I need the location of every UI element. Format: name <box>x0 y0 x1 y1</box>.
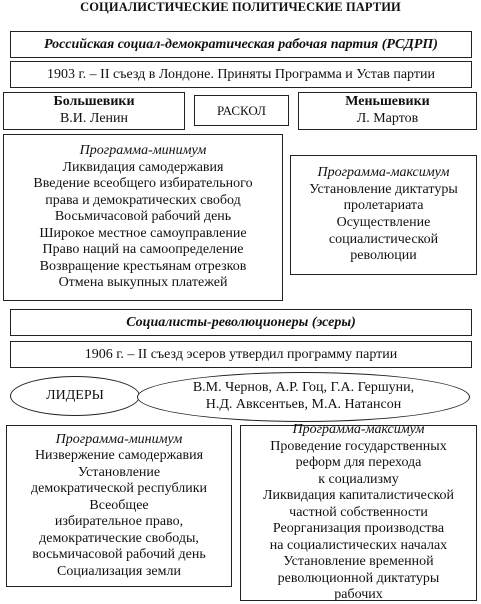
sr-program-max-item: к социализму <box>318 471 399 487</box>
sr-program-max-item: реформ для перехода <box>295 455 422 471</box>
page-title: СОЦИАЛИСТИЧЕСКИЕ ПОЛИТИЧЕСКИЕ ПАРТИИ <box>80 0 401 14</box>
sr-program-max-item: частной собственности <box>289 504 428 520</box>
sr-program-max-item: рабочих <box>334 587 383 603</box>
sr-program-max-item: Реорганизация производства <box>272 521 445 537</box>
sr-program-min-item: Всеобщее <box>89 497 149 513</box>
sr-program-max-item: Проведение государственных <box>270 438 447 454</box>
sr-congress: 1906 г. – II съезд эсеров утвердил программу партии <box>84 346 398 362</box>
sr-program-min-box <box>6 425 232 587</box>
mensheviks-leader: Л. Мартов <box>356 111 419 126</box>
split-label: РАСКОЛ <box>217 102 266 118</box>
sr-program-max-item: на социалистических началах <box>269 537 448 553</box>
rsdrp-program-max-item: Осуществление <box>336 215 431 230</box>
sr-program-min-item: избирательное право, <box>54 514 184 530</box>
rsdrp-program-min-item: Введение всеобщего избирательного <box>33 176 253 192</box>
leaders-names-line: Н.Д. Авксентьев, М.А. Натансон <box>205 397 402 412</box>
rsdrp-program-max-box <box>290 155 477 275</box>
leaders-names-ellipse <box>137 372 470 422</box>
leaders-label-ellipse <box>10 376 140 416</box>
mensheviks-name: Меньшевики <box>345 94 430 110</box>
rsdrp-program-min-box <box>3 134 283 301</box>
split-box <box>194 95 289 126</box>
sr-program-min-item: демократические свободы, <box>39 530 199 546</box>
mensheviks-box <box>298 92 477 130</box>
sr-program-min-item: Низвержение самодержавия <box>34 448 204 464</box>
rsdrp-name: Российская социал-демократическая рабочая партия (РСДРП) <box>44 36 438 52</box>
rsdrp-program-max-item: социалистической <box>328 231 439 247</box>
bolsheviks-name: Большевики <box>53 94 135 110</box>
sr-program-min-item: восьмичасовой рабочий день <box>32 547 206 563</box>
rsdrp-program-min-item: Восьмичасовой рабочий день <box>54 209 232 225</box>
rsdrp-program-max-item: пролетариата <box>343 198 424 214</box>
rsdrp-program-min-item: Право наций на самоопределение <box>42 242 244 258</box>
sr-program-max-item: революционной диктатуры <box>277 570 440 586</box>
rsdrp-congress-box <box>10 61 472 88</box>
rsdrp-program-min-heading: Программа-минимум <box>79 143 207 159</box>
sr-program-max-item: Установление временной <box>283 554 434 570</box>
rsdrp-program-max-item: революции <box>350 248 417 264</box>
sr-program-min-heading: Программа-минимум <box>55 431 183 447</box>
sr-name: Социалисты-революционеры (эсеры) <box>126 314 356 330</box>
rsdrp-congress: 1903 г. – II съезд в Лондоне. Приняты Программа и Устав партии <box>47 66 435 82</box>
rsdrp-program-min-item: Возвращение крестьянам отрезков <box>39 258 247 274</box>
rsdrp-name-box <box>10 31 472 58</box>
sr-program-min-item: Социализация земли <box>57 563 181 579</box>
rsdrp-program-min-item: Широкое местное самоуправление <box>39 225 247 241</box>
rsdrp-program-max-item: Установление диктатуры <box>309 181 458 197</box>
sr-program-min-item: демократической республики <box>31 481 207 497</box>
leaders-label: ЛИДЕРЫ <box>46 388 104 403</box>
rsdrp-program-min-item: Ликвидация самодержавия <box>62 159 224 175</box>
sr-congress-box <box>10 341 472 368</box>
rsdrp-program-min-item: Отмена выкупных платежей <box>58 275 228 291</box>
bolsheviks-leader: В.И. Ленин <box>59 111 129 126</box>
sr-program-max-item: Ликвидация капиталистической <box>262 488 455 504</box>
sr-program-max-box <box>240 422 477 603</box>
sr-name-box <box>10 309 472 336</box>
sr-program-max-heading: Программа-максимум <box>292 422 425 438</box>
sr-program-min-item: Установление <box>77 464 161 480</box>
leaders-names-line: В.М. Чернов, А.Р. Гоц, Г.А. Гершуни, <box>192 380 415 396</box>
rsdrp-program-max-heading: Программа-максимум <box>317 165 450 181</box>
bolsheviks-box <box>3 92 185 130</box>
rsdrp-program-min-item: права и демократических свобод <box>45 192 241 208</box>
